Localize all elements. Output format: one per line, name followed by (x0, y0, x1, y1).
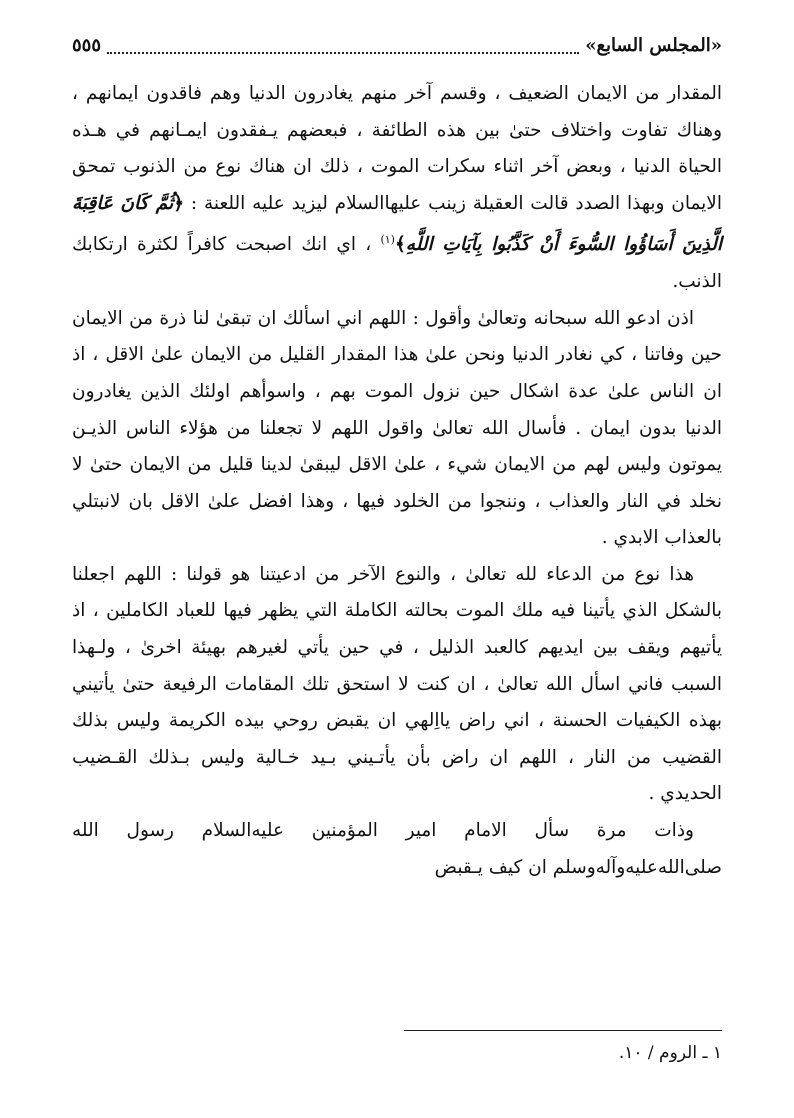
quran-close-bracket: ﴾ (394, 234, 406, 256)
paragraph-2: اذن ادعو الله سبحانه وتعالىٰ وأقول : اللهم اني اسألك ان تبقىٰ لنا ذرة من الايمان حين وفاتنا ، كي نغادر الدنيا ونحن علىٰ هذا المقدار القليل من الايمان علىٰ الاقل ، اذ ان الناس علىٰ عدة اشكال حين نزول الموت بهم ، واسوأهم اولئك الذين يغادرون الدنيا بدون ايمان . فأسال الله تعالىٰ واقول اللهم لا تجعلنا من هؤلاء الناس الذيـن يموتون وليس لهم من الايمان شيء ، علىٰ الاقل ليبقىٰ لدينا قليل من الايمان حتىٰ لا نخلد في النار والعذاب ، وننجوا من الخلود فيها ، وهذا افضل علىٰ الاقل بان لانبتلي بالعذاب الابدي . (72, 307, 722, 549)
chapter-title: «المجلس السابع» (585, 34, 722, 56)
footnote-divider (404, 1030, 722, 1031)
body-text (72, 76, 722, 886)
paragraph-4: وذات مرة سأل الامام امير المؤمنين عليه‌السلام رسول الله صلى‌الله‌عليه‌وآله‌وسلم ان كيف يـقبض (72, 820, 722, 878)
paragraph-1-text: المقدار من الايمان الضعيف ، وقسم آخر منهم يغادرون الدنيا وهم فاقدون ايمانهم ، وهناك تفاوت واختلاف حتىٰ بين هذه الطائفة ، فبعضهم يـفقدون ايمـانهم في هـذه الحياة الدنيا ، وبعض آخر اثناء سكرات الموت ، ذلك ان هناك نوع من الذنوب تمحق الايمان وبهذا الصدد قالت العقيلة زينب عليها‌السلام ليزيد عليه اللعنة : (72, 83, 722, 214)
running-header (72, 30, 722, 60)
paragraph-3: هذا نوع من الدعاء لله تعالىٰ ، والنوع الآخر من ادعيتنا هو قولنا : اللهم اجعلنا بالشكل الذي يأتينا فيه ملك الموت بحالته الكاملة التي يظهر فيها للعباد الكاملين ، اذ يأتيهم ويقف بين ايديهم كالعبد الذليل ، في حين يأتي لغيرهم بهيئة اخرىٰ ، ولـهذا السبب فاني اسأل الله تعالىٰ ، ان كنت لا استحق تلك المقامات الرفيعة حتىٰ يأتيني بهذه الكيفيات الحسنة ، اني راض يااِلهي ان يقبض روحي بيده الكريمة وليس بذلك القضيب من النار ، اللهم ان راض بأن يأتـيني بـيد خـالية وليس بـذلك القـضيب الحديدي . (72, 563, 722, 805)
header-dot-leader (107, 46, 579, 54)
paragraph-1 (72, 76, 722, 301)
page-number: ٥٥٥ (72, 34, 102, 56)
paragraph-1-continuation: ، اي انك اصبحت كافراً لكثرة ارتكابك الذنب. (72, 234, 722, 293)
quran-open-bracket: ﴿ (173, 192, 185, 214)
quran-verse: ثُمَّ كَانَ عَاقِبَةَ الَّذِينَ أَسَاؤُوا السُّوءَ أَنْ كَذَّبُوا بِآيَاتِ اللَّهِ (72, 192, 722, 256)
footnote-reference: (١) (380, 233, 395, 247)
footnote: ١ ـ الروم / ١٠. (618, 1043, 722, 1063)
